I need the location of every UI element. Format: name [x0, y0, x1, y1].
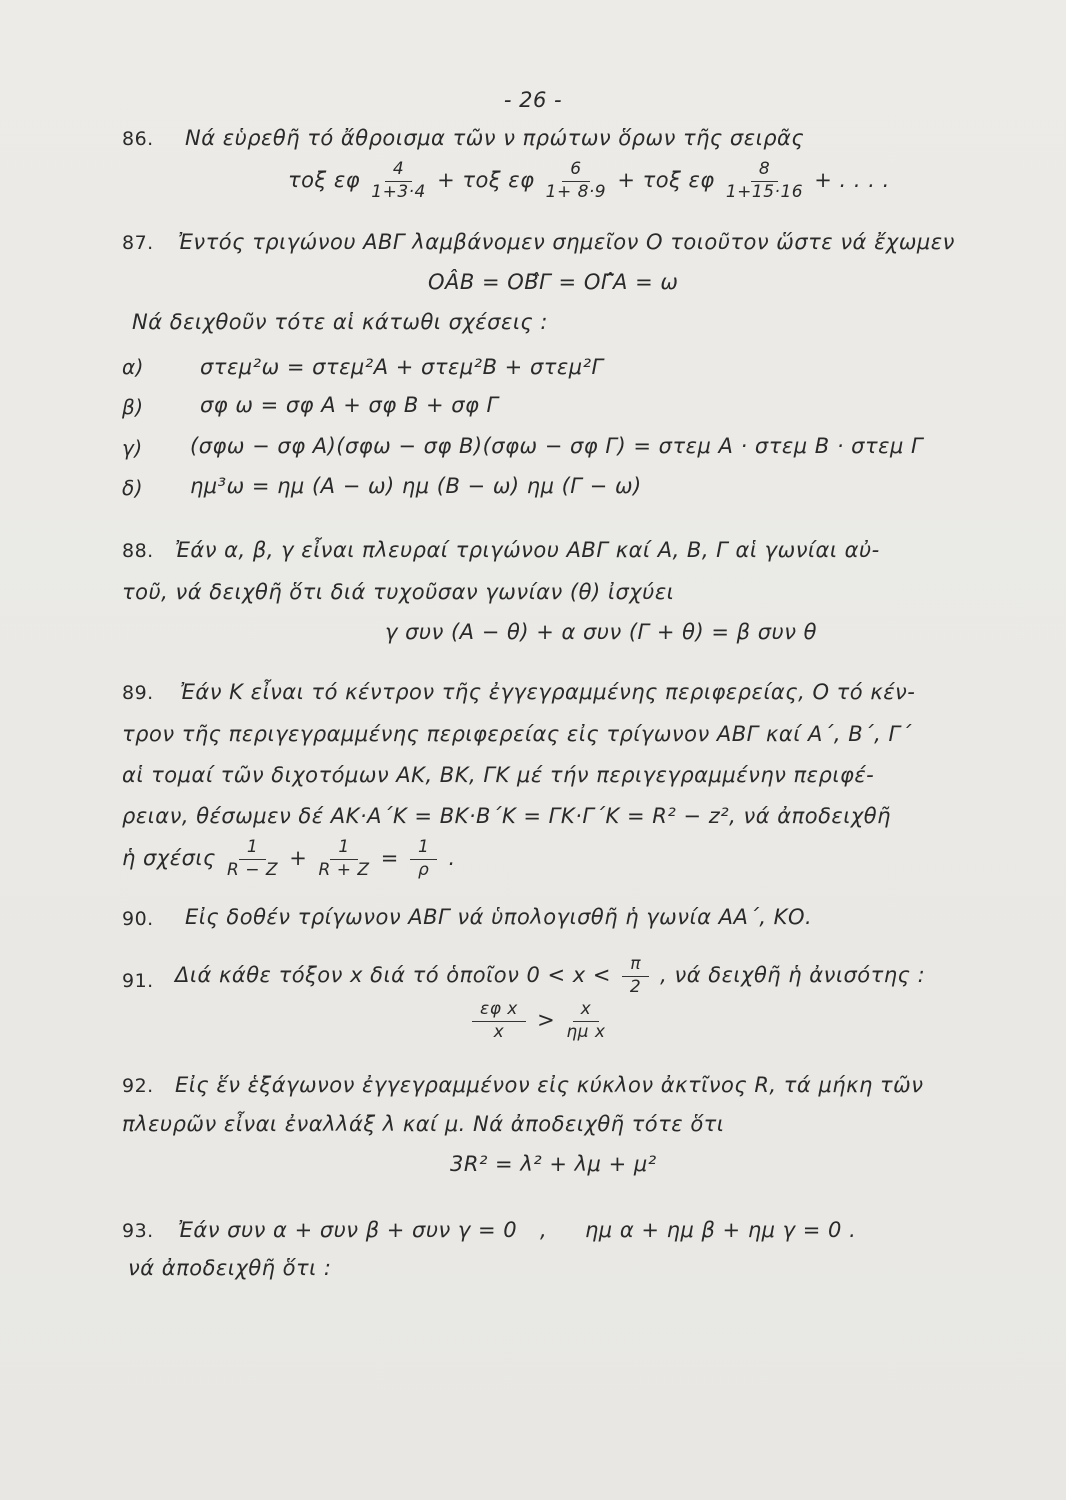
problem-87-angle-equation: ΟÂΒ = ΟΒ̂Γ = ΟΓ̂Α = ω [428, 270, 679, 294]
problem-88-line-2: τοῦ, νά δειχθῆ ὅτι διά τυχοῦσαν γωνίαν (θ) ἰσχύει [122, 580, 675, 604]
problem-89-relation [122, 838, 456, 880]
problem-86-series [288, 160, 890, 202]
relation-end: . [448, 846, 456, 871]
problem-90-text: Εἰς δοθέν τρίγωνον ΑΒΓ νά ὑπολογισθῆ ἡ γωνία ΑΑ΄, ΚΟ. [185, 905, 813, 929]
fraction-numerator: 8 [751, 160, 778, 182]
fraction-numerator: 4 [385, 160, 412, 182]
series-term1-fraction [371, 160, 426, 202]
fraction-denominator: 1+ 8·9 [545, 181, 607, 202]
problem-91-inequality [468, 1000, 609, 1042]
item-c-equation: (σφω − σφ Α)(σφω − σφ Β)(σφω − σφ Γ) = στεμ Α · στεμ Β · στεμ Γ [190, 434, 924, 458]
fraction-denominator: R − Z [227, 859, 279, 880]
series-tail: + . . . . [814, 168, 890, 193]
problem-number-93: 93. [122, 1220, 154, 1242]
fraction-denominator: 2 [629, 976, 642, 997]
item-a-equation: στεμ²ω = στεμ²Α + στεμ²Β + στεμ²Γ [200, 355, 604, 379]
problem-92-equation: 3R² = λ² + λμ + μ² [450, 1152, 657, 1176]
series-term2-prefix: + τοξ εφ [437, 168, 535, 193]
problem-93-condition-1: Ἐάν συν α + συν β + συν γ = 0 [178, 1218, 518, 1242]
problem-86-text: Νά εὑρεθῆ τό ἄθροισμα τῶν ν πρώτων ὅρων τῆς σειρᾶς [185, 126, 805, 150]
item-label-b: β) [122, 395, 144, 419]
problem-number-86: 86. [122, 128, 154, 150]
problem-93-comma: , [540, 1218, 548, 1242]
problem-93-line-2: νά ἀποδειχθῆ ὅτι : [128, 1256, 332, 1280]
greater-than-sign: > [537, 1008, 556, 1033]
problem-number-92: 92. [122, 1075, 154, 1097]
problem-88-equation: γ συν (Α − θ) + α συν (Γ + θ) = β συν θ [385, 620, 817, 644]
problem-89-line-1: Ἐάν Κ εἶναι τό κέντρον τῆς ἐγγεγραμμένης περιφερείας, Ο τό κέν- [180, 680, 916, 704]
fraction-numerator: x [573, 1000, 600, 1022]
fraction-numerator: 6 [562, 160, 589, 182]
series-term1-prefix: τοξ εφ [288, 168, 361, 193]
pi-over-two-fraction [622, 955, 649, 997]
problem-91-text-b: , νά δειχθῆ ἡ ἀνισότης : [660, 963, 926, 988]
problem-89-line-4: ρειαν, θέσωμεν δέ ΑΚ·Α΄Κ = ΒΚ·Β΄Κ = ΓΚ·Γ΄Κ = R² − z², νά ἀποδειχθῆ [122, 804, 891, 828]
problem-93-condition-2: ημ α + ημ β + ημ γ = 0 . [585, 1218, 857, 1242]
fraction-denominator: ρ [418, 859, 430, 880]
item-label-d: δ) [122, 476, 144, 500]
fraction-denominator: 1+15·16 [725, 181, 804, 202]
fraction-numerator: 1 [330, 838, 357, 860]
inequality-lhs-fraction [472, 1000, 526, 1042]
series-term2-fraction [546, 160, 607, 202]
problem-number-90: 90. [122, 908, 154, 930]
fraction-denominator: 1+3·4 [371, 181, 426, 202]
plus-sign: + [289, 846, 308, 871]
fraction-numerator: π [622, 955, 649, 977]
fraction-denominator: ημ x [566, 1021, 606, 1042]
fraction-denominator: R + Z [318, 859, 370, 880]
fraction-numerator: εφ x [472, 1000, 526, 1022]
problem-88-line-1: Ἐάν α, β, γ εἶναι πλευραί τριγώνου ΑΒΓ καί Α, Β, Γ αἱ γωνίαι αὐ- [175, 538, 880, 562]
item-label-a: α) [122, 355, 144, 379]
problem-92-line-1: Εἰς ἕν ἑξάγωνον ἐγγεγραμμένον εἰς κύκλον ἀκτῖνος R, τά μήκη τῶν [175, 1073, 924, 1097]
fraction-numerator: 1 [239, 838, 266, 860]
problem-89-line-2: τρον τῆς περιγεγραμμένης περιφερείας εἰς τρίγωνον ΑΒΓ καί Α΄, Β΄, Γ΄ [122, 722, 912, 746]
problem-89-line-3: αἱ τομαί τῶν διχοτόμων ΑΚ, ΒΚ, ΓΚ μέ τήν περιγεγραμμένην περιφέ- [122, 763, 875, 787]
relation-fraction-3 [410, 838, 437, 880]
problem-number-91: 91. [122, 970, 154, 992]
problem-91-text-a: Διά κάθε τόξον x διά τό ὁποῖον 0 < x < [175, 963, 611, 988]
inequality-rhs-fraction [566, 1000, 605, 1042]
item-label-c: γ) [122, 436, 143, 460]
problem-87-intro: Νά δειχθοῦν τότε αἱ κάτωθι σχέσεις : [132, 310, 549, 334]
problem-91-text [175, 955, 925, 997]
item-b-equation: σφ ω = σφ Α + σφ Β + σφ Γ [200, 393, 499, 417]
problem-number-89: 89. [122, 682, 154, 704]
relation-fraction-1 [227, 838, 278, 880]
page-number: - 26 - [503, 88, 563, 112]
item-d-equation: ημ³ω = ημ (Α − ω) ημ (Β − ω) ημ (Γ − ω) [190, 474, 642, 498]
series-term3-fraction [726, 160, 803, 202]
problem-number-87: 87. [122, 232, 154, 254]
series-term3-prefix: + τοξ εφ [617, 168, 715, 193]
equals-sign: = [380, 846, 399, 871]
fraction-denominator: x [493, 1021, 505, 1042]
fraction-numerator: 1 [410, 838, 437, 860]
problem-92-line-2: πλευρῶν εἶναι ἐναλλάξ λ καί μ. Νά ἀποδειχθῆ τότε ὅτι [122, 1112, 725, 1136]
problem-number-88: 88. [122, 540, 154, 562]
relation-fraction-2 [319, 838, 370, 880]
problem-87-text: Ἐντός τριγώνου ΑΒΓ λαμβάνομεν σημεῖον Ο τοιοῦτον ὥστε νά ἔχωμεν [178, 230, 955, 254]
relation-prefix: ἡ σχέσις [122, 846, 216, 871]
